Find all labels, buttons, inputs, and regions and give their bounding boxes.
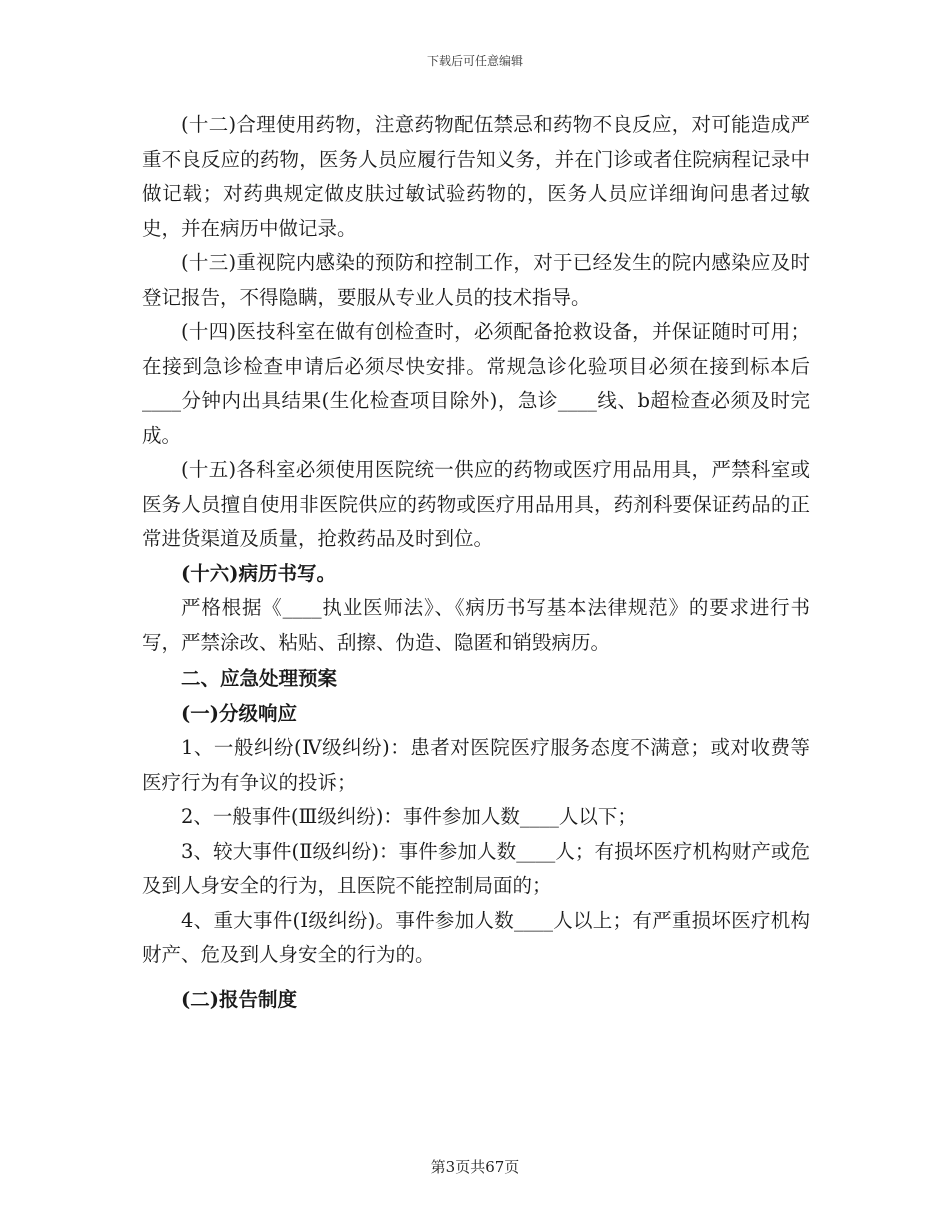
list-item-level-4: 1、一般纠纷(Ⅳ级纠纷)：患者对医院医疗服务态度不满意；或对收费等医疗行为有争议的投诉； — [142, 736, 810, 794]
paragraph-item-14: (十四)医技科室在做有创检查时，必须配备抢救设备，并保证随时可用；在接到急诊检查申请后必须尽快安排。常规急诊化验项目必须在接到标本后____分钟内出具结果(生化检查项目除外)，急诊____线、b超检查必须及时完成。 — [142, 320, 810, 447]
paragraph-item-12: (十二)合理使用药物，注意药物配伍禁忌和药物不良反应，对可能造成严重不良反应的药物，医务人员应履行告知义务，并在门诊或者住院病程记录中做记载；对药典规定做皮肤过敏试验药物的，医务人员应详细询问患者过敏史，并在病历中做记录。 — [142, 113, 810, 240]
page-footer: 第3页共67页 — [430, 1158, 520, 1176]
list-item-level-2: 3、较大事件(Ⅱ级纠纷)：事件参加人数____人；有损坏医疗机构财产或危及到人身安全的行为，且医院不能控制局面的； — [142, 839, 810, 897]
list-item-level-3: 2、一般事件(Ⅲ级纠纷)：事件参加人数____人以下； — [181, 805, 637, 828]
page-header: 下载后可任意编辑 — [426, 54, 523, 68]
subsection-heading-graded-response: (一)分级响应 — [181, 701, 297, 725]
heading-item-16: (十六)病历书写。 — [181, 561, 336, 585]
subsection-heading-reporting: (二)报告制度 — [181, 987, 297, 1011]
list-item-level-1: 4、重大事件(Ⅰ级纠纷)。事件参加人数____人以上；有严重损坏医疗机构财产、危及到人身安全的行为的。 — [142, 908, 810, 966]
paragraph-item-16-body: 严格根据《____执业医师法》、《病历书写基本法律规范》的要求进行书写，严禁涂改、粘贴、刮擦、伪造、隐匿和销毁病历。 — [142, 596, 810, 654]
section-heading-emergency-plan: 二、应急处理预案 — [181, 667, 338, 690]
paragraph-item-15: (十五)各科室必须使用医院统一供应的药物或医疗用品用具，严禁科室或医务人员擅自使用非医院供应的药物或医疗用品用具，药剂科要保证药品的正常进货渠道及质量，抢救药品及时到位。 — [142, 458, 810, 550]
document-body — [142, 108, 810, 1017]
paragraph-item-13: (十三)重视院内感染的预防和控制工作，对于已经发生的院内感染应及时登记报告，不得隐瞒，要服从专业人员的技术指导。 — [142, 251, 810, 309]
